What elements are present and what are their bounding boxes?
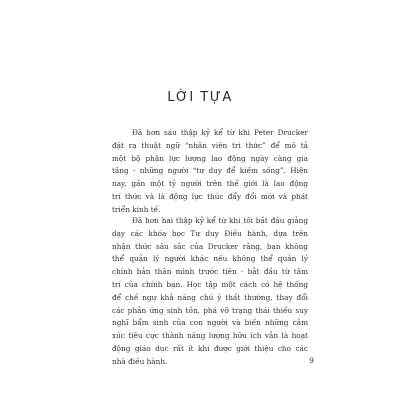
paragraph-line: để chế ngự khả năng chú ý thất thường, thay đổi: [112, 292, 308, 302]
paragraph-line: trí thức và là động lực thúc đẩy đổi mới và phát: [112, 191, 308, 201]
paragraph-line: nhà điều hành.: [112, 356, 168, 366]
paragraph-1: [112, 127, 308, 217]
paragraph-line: các phản ứng sinh tồn, phá vỡ trạng thái thiếu suy: [112, 305, 308, 315]
paragraph-line: Đã hơn hai thập kỷ kể từ khi tôi bắt đầu giảng: [132, 216, 308, 225]
paragraph-line: trí của chính bạn. Học tập một cách có hệ thống: [112, 279, 308, 289]
paragraph-line: một bộ phận lực lượng lao động ngày càng gia: [112, 153, 308, 163]
paragraph-line: dạy các khóa học Tư duy Điều hành, dựa trên: [112, 228, 308, 238]
paragraph-line: thể quản lý người khác nếu không thể quản lý: [112, 254, 308, 264]
paragraph-line: động giáo dục rất ít khi được giới thiệu cho các: [112, 343, 308, 353]
page-title: LỜI TỰA: [167, 90, 233, 105]
paragraph-line: chính bản thân mình trước tiên - bắt đầu từ tâm: [112, 267, 308, 277]
page-number: 9: [309, 356, 314, 365]
paragraph-line: triển kinh tế.: [112, 204, 161, 214]
paragraph-line: nghĩ bẩm sinh của con người và biến những cảm: [112, 318, 308, 328]
paragraph-line: xúc tiêu cực thành năng lượng hữu ích vẫn là hoạt: [112, 331, 308, 341]
paragraph-line: tăng - những người “tư duy để kiếm sống”. Hiện: [112, 166, 308, 176]
paragraph-line: nay, gần một tỷ người trên thế giới là lao động: [112, 179, 308, 189]
paragraph-line: nhận thức sâu sắc của Drucker rằng, bạn không: [112, 241, 308, 251]
paragraph-2: [112, 215, 308, 369]
paragraph-line: Đã hơn sáu thập kỷ kể từ khi Peter Drucker: [132, 128, 308, 137]
paragraph-line: đặt ra thuật ngữ “nhân viên tri thức” để mô tả: [112, 140, 308, 150]
